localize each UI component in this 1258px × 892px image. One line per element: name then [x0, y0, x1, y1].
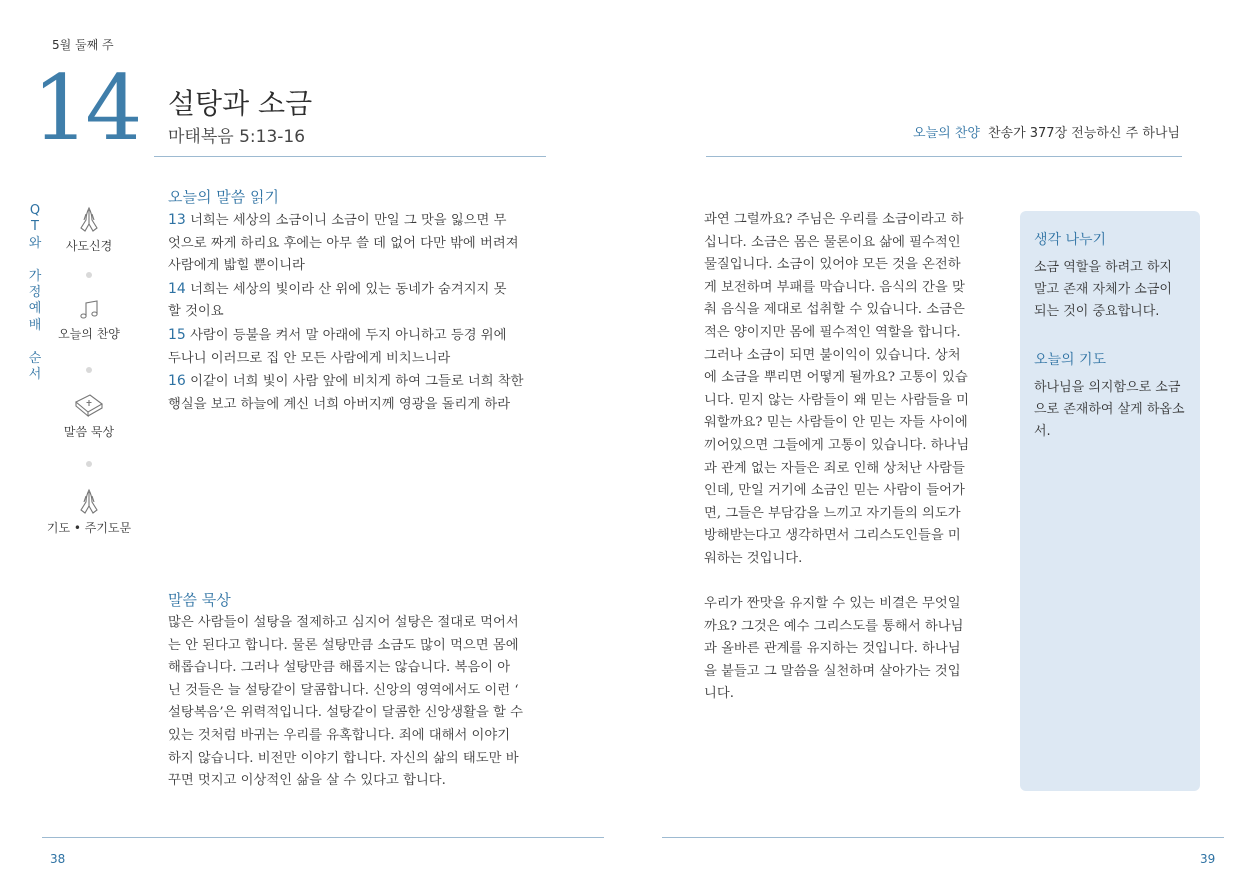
text-line: 우리가 짠맛을 유지할 수 있는 비결은 무엇일 [704, 596, 961, 612]
page-number-right: 39 [1200, 852, 1216, 866]
text-line: 까요? 그것은 예수 그리스도를 통해서 하나님 [704, 618, 964, 634]
hymn-title: 찬송가 377장 전능하신 주 하나님 [987, 126, 1180, 141]
text-line: 과연 그럴까요? 주님은 우리를 소금이라고 하 [704, 212, 964, 227]
paragraph [704, 593, 996, 706]
text-line: 꾸면 멋지고 이상적인 삶을 살 수 있다고 합니다. [168, 773, 446, 789]
scripture-passage: 마태복음 5:13-16 [168, 127, 306, 147]
verse-number: 15 [168, 326, 186, 343]
order-char: 가 [28, 268, 42, 284]
bible-icon [73, 392, 105, 420]
text-line: 인데, 만일 거기에 소금인 믿는 사람이 들어가 [704, 483, 965, 499]
verse-line: 14 너희는 세상의 빛이라 산 위에 있는 동네가 숨겨지지 못 [168, 280, 507, 297]
sidebar-item-label: 말씀 묵상 [63, 425, 115, 439]
header-rule-right [706, 156, 1182, 157]
text-line: 워할까요? 믿는 사람들이 안 믿는 자들 사이에 [704, 415, 968, 431]
text-line: 니다. 믿지 않는 사람들이 왜 믿는 사람들을 미 [704, 392, 970, 408]
order-char [28, 334, 42, 350]
text-line: 는 안 된다고 합니다. 물론 설탕만큼 소금도 많이 먹으면 몸에 [168, 637, 519, 653]
text-line: 있는 것처럼 바귀는 우리를 유혹합니다. 죄에 대해서 이야기 [168, 727, 511, 743]
order-char: 배 [28, 317, 42, 333]
header-rule-left [154, 156, 546, 157]
qt-order-vertical-label [28, 203, 42, 383]
sidebar-item-prayer [44, 488, 134, 536]
text-line: 니다. [704, 686, 734, 702]
text-line: 에 소금을 뿌리면 어떻게 될까요? 고통이 있습 [704, 370, 968, 386]
day-number: 14 [32, 56, 139, 161]
verse-line: 사람에게 밟힐 뿐이니라 [168, 258, 305, 274]
verse-number: 13 [168, 212, 186, 228]
order-char: 와 [28, 235, 42, 251]
verse-number: 14 [168, 280, 186, 297]
prayer-heading: 오늘의 기도 [1034, 352, 1107, 368]
verse-line: 엇으로 짜게 하리요 후에는 아무 쓸 데 없어 다만 밖에 버려져 [168, 235, 519, 251]
sidebar-item-hymn [44, 298, 134, 342]
text-line: 게 보전하며 부패를 막습니다. 음식의 간을 맞 [704, 279, 965, 295]
order-char: 예 [28, 301, 42, 317]
share-heading: 생각 나누기 [1034, 232, 1107, 248]
verse-line: 16 이같이 너희 빛이 사람 앞에 비치게 하여 그들로 너희 착한 [168, 373, 524, 390]
text-line: 을 붙들고 그 말씀을 실천하며 살아가는 것입 [704, 663, 961, 679]
continued-meditation [704, 209, 996, 706]
verse-line: 두나니 이러므로 집 안 모든 사람에게 비치느니라 [168, 350, 451, 366]
reading-heading: 오늘의 말씀 읽기 [168, 188, 279, 206]
scripture-reading [168, 209, 550, 416]
sidebar-item-label: 기도 • 주기도문 [46, 521, 132, 535]
sidebar-separator-dot [86, 461, 92, 467]
text-line: 적은 양이지만 몸에 필수적인 역할을 합니다. [704, 324, 961, 340]
text-line: 춰 음식을 제대로 섭취할 수 있습니다. 소금은 [704, 302, 965, 318]
sidebar-item-meditation [44, 392, 134, 440]
verse-line: 할 것이요 [168, 304, 224, 320]
text-line: 물질입니다. 소금이 있어야 모든 것을 온전하 [704, 257, 961, 273]
music-note-icon [77, 298, 101, 322]
text-line: 많은 사람들이 설탕을 절제하고 심지어 설탕은 절대로 먹어서 [168, 615, 519, 630]
text-line: 과 올바른 관계를 유지하는 것입니다. 하나님 [704, 641, 961, 657]
todays-hymn [913, 122, 1180, 141]
sidebar-separator-dot [86, 367, 92, 373]
verse-line: 행실을 보고 하늘에 계신 너희 아버지께 영광을 돌리게 하라 [168, 396, 511, 412]
week-label: 5월 둘째 주 [52, 38, 114, 52]
verse-number: 16 [168, 373, 186, 390]
verse-line: 15 사람이 등불을 켜서 말 아래에 두지 아니하고 등경 위에 [168, 326, 507, 343]
meditation-text [168, 612, 554, 793]
sidebar-separator-dot [86, 272, 92, 278]
sidebar-item-label: 오늘의 찬양 [58, 327, 120, 341]
text-line: 설탕복음’은 위력적입니다. 설탕같이 달콤한 신앙생활을 할 수 [168, 705, 523, 721]
order-char [28, 252, 42, 268]
text-line: 방해받는다고 생각하면서 그리스도인들을 미 [704, 528, 961, 544]
sidebar-item-label: 사도신경 [65, 239, 113, 253]
order-char: 순 [28, 350, 42, 366]
text-line: 끼어있으면 그들에게 고통이 있습니다. 하나님 [704, 437, 970, 453]
order-char: 서 [28, 366, 42, 382]
text-line: 하지 않습니다. 비전만 이야기 합니다. 자신의 삶의 태도만 바 [168, 750, 519, 766]
order-char: Q [29, 203, 41, 218]
text-line: 십니다. 소금은 몸은 물론이요 삶에 필수적인 [704, 234, 961, 250]
text-line: 닌 것들은 늘 설탕같이 달콤합니다. 신앙의 영역에서도 이런 ‘ [168, 682, 519, 698]
prayer-text: 하나님을 의지함으로 소금으로 존재하여 살게 하옵소서. [1034, 380, 1185, 439]
verse-line: 13 너희는 세상의 소금이니 소금이 만일 그 맛을 잃으면 무 [168, 212, 507, 228]
reflection-box [1020, 211, 1200, 791]
order-char: 정 [28, 284, 42, 300]
text-line: 과 관계 없는 자들은 죄로 인해 상처난 사람들 [704, 460, 965, 476]
footer-rule-left [42, 837, 604, 838]
praying-hands-icon [74, 206, 104, 234]
text-line: 해롭습니다. 그러나 설탕만큼 해롭지는 않습니다. 복음이 아 [168, 660, 511, 676]
text-line: 그러나 소금이 되면 불이익이 있습니다. 상처 [704, 347, 961, 363]
footer-rule-right [662, 837, 1224, 838]
page-number-left: 38 [50, 852, 66, 866]
praying-hands-icon [74, 488, 104, 516]
meditation-heading: 말씀 묵상 [168, 591, 231, 609]
order-char: T [31, 219, 39, 235]
hymn-label: 오늘의 찬양 [913, 126, 980, 141]
sidebar-item-creed [44, 206, 134, 254]
paragraph [704, 209, 996, 571]
share-text: 소금 역할을 하려고 하지 말고 존재 자체가 소금이 되는 것이 중요합니다. [1034, 260, 1172, 319]
text-line: 워하는 것입니다. [704, 550, 803, 566]
text-line: 면, 그들은 부담감을 느끼고 자기들의 의도가 [704, 505, 961, 521]
page-title: 설탕과 소금 [168, 87, 313, 120]
